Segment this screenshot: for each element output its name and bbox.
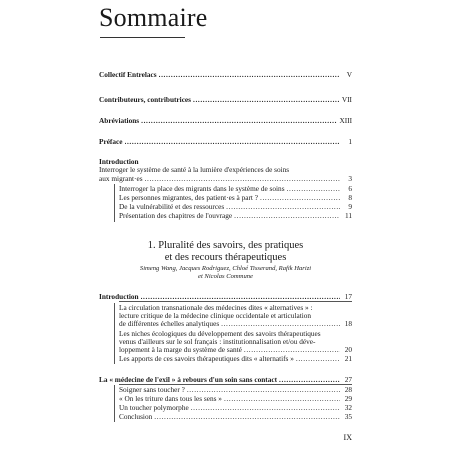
introduction-subtitle-line1: Interroger le système de santé à la lumière d'expériences de soins xyxy=(99,165,290,174)
page-folio: IX xyxy=(343,433,352,442)
toc-entry-contributeurs[interactable] xyxy=(99,96,352,105)
toc-entry-page: 35 xyxy=(344,412,352,421)
toc-entry-introduction[interactable] xyxy=(99,175,352,184)
page-title: Sommaire xyxy=(99,3,208,32)
title-underline xyxy=(100,37,185,38)
toc-entry-label: Préface xyxy=(99,137,123,146)
dot-leader xyxy=(154,413,340,422)
dot-leader xyxy=(141,117,337,126)
dot-leader xyxy=(224,395,340,404)
vertical-rule xyxy=(114,303,115,364)
dot-leader xyxy=(287,185,340,194)
toc-entry-label: Interroger la place des migrants dans le système de soins xyxy=(119,184,285,193)
toc-entry-page: XIII xyxy=(339,116,352,125)
toc-subentry[interactable] xyxy=(119,413,352,422)
toc-subentry-line: La circulation transnationale des médecines dites « alternatives » : xyxy=(119,303,313,312)
toc-entry-page: 28 xyxy=(344,385,352,394)
toc-entry-page: V xyxy=(346,70,352,79)
toc-entry-label: aux migrant·es xyxy=(99,174,143,183)
toc-entry-label: Les personnes migrantes, des patient·es à part ? xyxy=(119,193,258,202)
dot-leader xyxy=(226,203,340,212)
toc-entry-page: 21 xyxy=(344,354,352,363)
toc-subentry[interactable] xyxy=(119,212,352,221)
toc-entry-abreviations[interactable] xyxy=(99,117,352,126)
introduction-heading: Introduction xyxy=(99,157,139,166)
toc-subentry-line: venus d'ailleurs sur le sol français : institutionnalisation et/ou déve- xyxy=(119,337,316,346)
dot-leader xyxy=(221,320,340,329)
dot-leader xyxy=(193,96,340,105)
vertical-rule xyxy=(114,385,115,422)
toc-entry-label: Les apports de ces savoirs thérapeutiques dits « alternatifs » xyxy=(119,354,294,363)
toc-entry-page: 32 xyxy=(344,403,352,412)
toc-entry-page: 27 xyxy=(344,375,352,384)
toc-subentry[interactable] xyxy=(119,404,352,413)
dot-leader xyxy=(234,212,340,221)
toc-subentry-line: lecture critique de la médecine clinique occidentale et articulation xyxy=(119,311,312,320)
toc-entry-label: Conclusion xyxy=(119,412,153,421)
toc-entry-label: La « médecine de l'exil » à rebours d'un soin sans contact xyxy=(99,375,278,384)
part-authors-line1: Simeng Wang, Jacques Rodriguez, Chloé Tisserand, Rafik Harizi xyxy=(139,265,312,272)
toc-entry-label: de différentes échelles analytiques xyxy=(119,319,220,328)
dot-leader xyxy=(159,71,340,80)
dot-leader xyxy=(296,355,340,364)
toc-entry-label: Introduction xyxy=(99,292,139,301)
toc-entry-preface[interactable] xyxy=(99,138,352,147)
toc-entry-page: 17 xyxy=(344,292,352,301)
toc-entry-label: Un toucher polymorphe xyxy=(119,403,189,412)
toc-entry-page: 11 xyxy=(344,211,352,220)
section-rule xyxy=(119,301,352,302)
dot-leader xyxy=(125,138,341,147)
part-title-line2: et des recours thérapeutiques xyxy=(164,252,287,263)
toc-subentry[interactable] xyxy=(119,320,352,329)
toc-entry-page: 8 xyxy=(348,193,352,202)
toc-entry-page: VII xyxy=(341,95,352,104)
toc-entry-page: 20 xyxy=(344,345,352,354)
toc-entry-label: Contributeurs, contributrices xyxy=(99,95,192,104)
toc-entry-label: « On les triture dans tous les sens » xyxy=(119,394,222,403)
toc-entry-label: Soigner sans toucher ? xyxy=(119,385,185,394)
part-title-line1: 1. Pluralité des savoirs, des pratiques xyxy=(147,240,304,251)
toc-entry-page: 29 xyxy=(344,394,352,403)
vertical-rule xyxy=(114,184,115,222)
toc-entry-page: 1 xyxy=(348,137,352,146)
dot-leader xyxy=(145,175,340,184)
toc-entry-label: De la vulnérabilité et des ressources xyxy=(119,202,225,211)
toc-subentry[interactable] xyxy=(119,355,352,364)
toc-entry-page: 6 xyxy=(348,184,352,193)
toc-entry-label: loppement à la marge du système de santé xyxy=(119,345,242,354)
part-authors-line2: et Nicolas Commune xyxy=(198,273,253,280)
toc-entry-page: 9 xyxy=(348,202,352,211)
toc-entry-label: Collectif Entrelacs xyxy=(99,70,157,79)
toc-entry-page: 18 xyxy=(344,319,352,328)
toc-subentry-line: Les niches écologiques du développement des savoirs thérapeutiques xyxy=(119,329,321,338)
toc-entry-collectif[interactable] xyxy=(99,71,352,80)
dot-leader xyxy=(260,194,340,203)
toc-entry-label: Présentation des chapitres de l'ouvrage xyxy=(119,211,233,220)
toc-entry-page: 3 xyxy=(348,174,352,183)
dot-leader xyxy=(191,404,340,413)
toc-entry-label: Abréviations xyxy=(99,116,140,125)
